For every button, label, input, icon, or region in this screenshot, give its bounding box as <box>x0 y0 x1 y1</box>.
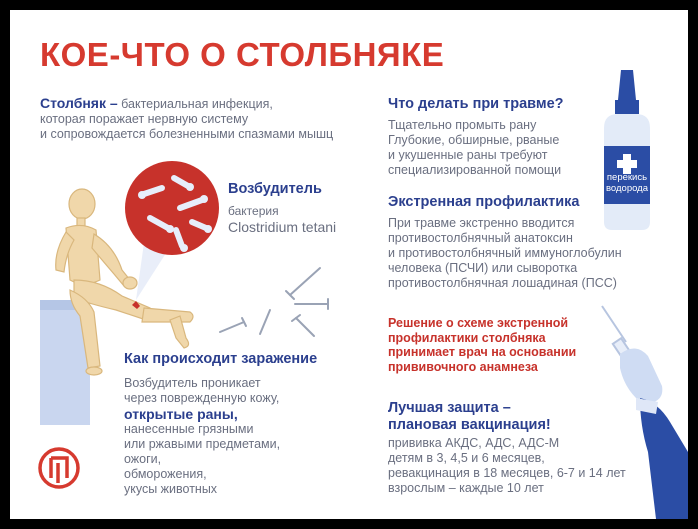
injury-heading: Что делать при травме? <box>388 96 564 112</box>
infection-rest: нанесенные грязными или ржавыми предметами, ожоги, обморожения, укусы животных <box>124 422 281 496</box>
pathogen-label: бактерия <box>228 204 279 218</box>
nails-icon <box>210 260 340 340</box>
infographic-card <box>10 10 688 519</box>
emergency-heading: Экстренная профилактика <box>388 194 580 210</box>
infection-intro: Возбудитель проникает через поврежденную кожу, <box>124 376 280 405</box>
intro-text: бактериальная инфекция, которая поражает нервную систему и сопровождается болезненными спазмами мышц <box>40 97 334 141</box>
best-text: прививка АКДС, АДС, АДС-М детям в 3, 4,5 и 6 месяцев, ревакцинация в 18 месяцев, 6-7 и 14 лет взрослым – каждые 10 лет <box>388 436 626 495</box>
bottle-label: перекись водорода <box>605 172 649 194</box>
pathogen-heading: Возбудитель <box>228 181 322 197</box>
page-title: КОЕ-ЧТО О СТОЛБНЯКЕ <box>40 36 445 73</box>
pathogen-name: Clostridium tetani <box>228 219 337 235</box>
bacteria-circle-icon <box>122 158 222 258</box>
infection-heading: Как происходит заражение <box>124 351 318 367</box>
bottle-icon <box>592 66 662 236</box>
best-heading: Лучшая защита – плановая вакцинация! <box>388 400 551 433</box>
intro-block <box>40 96 340 142</box>
decision-text: Решение о схеме экстренной профилактики столбняка принимает врач на основании прививочного анамнеза <box>388 316 577 374</box>
intro-term: Столбняк – <box>40 95 118 111</box>
logo-icon <box>38 447 80 489</box>
infection-emph: открытые раны, <box>124 406 238 422</box>
emergency-text: При травме экстренно вводится противостолбнячный анатоксин и противостолбнячный иммуноглобулин человека (ПСЧИ) или сыворотка противостолбнячная лошадиная (ПСС) <box>388 216 622 290</box>
injury-text: Тщательно промыть рану Глубокие, обширные, рваные и укушенные раны требуют специализированной помощи <box>388 118 562 177</box>
